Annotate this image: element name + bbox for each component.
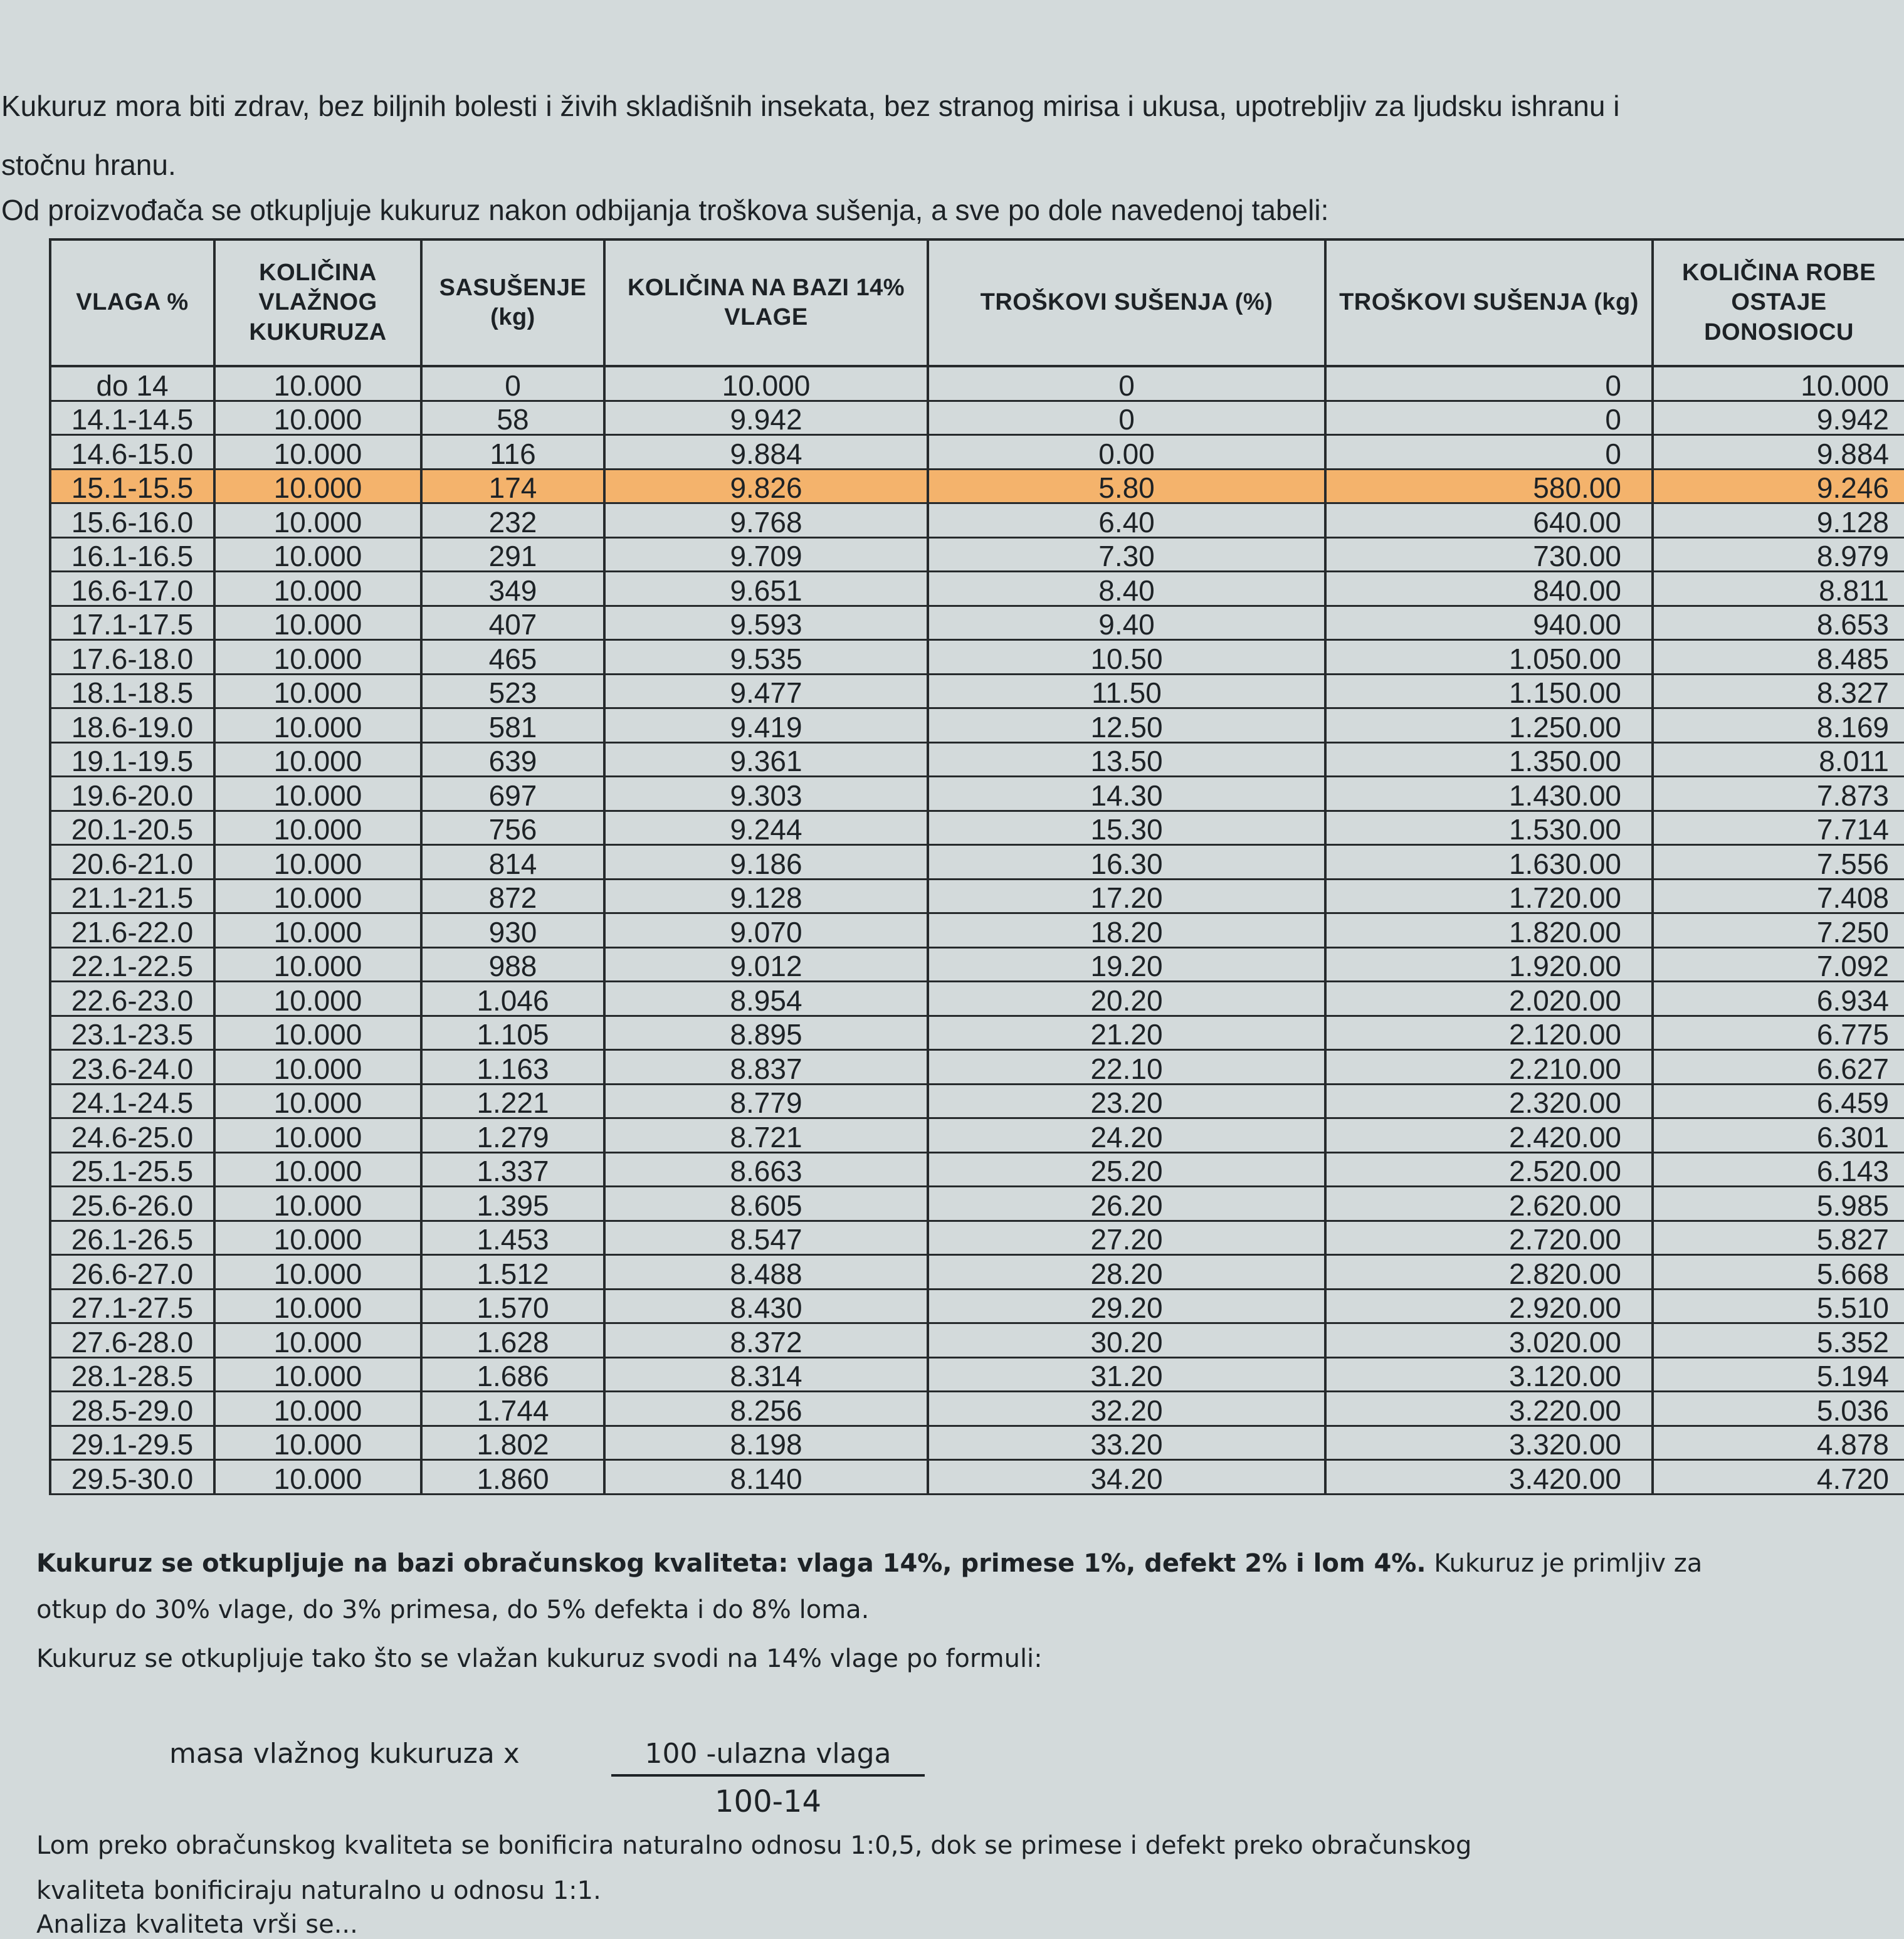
cell-troskovi-kg: 2.620.00 [1325, 1187, 1653, 1221]
cell-kolicina-robe: 5.827 [1653, 1221, 1904, 1255]
cell-troskovi-pct: 0.00 [928, 435, 1325, 470]
cell-kolicina-14: 9.070 [604, 913, 928, 948]
cell-kolicina-14: 9.535 [604, 640, 928, 675]
cell-kolicina-robe: 6.627 [1653, 1050, 1904, 1085]
cell-troskovi-kg: 3.420.00 [1325, 1460, 1653, 1495]
cell-troskovi-pct: 18.20 [928, 913, 1325, 948]
cell-kolicina-robe: 7.250 [1653, 913, 1904, 948]
table-row [50, 1187, 1904, 1221]
cell-kolicina-vlaznog: 10.000 [214, 1050, 421, 1085]
cell-kolicina-14: 9.768 [604, 503, 928, 538]
cell-troskovi-kg: 1.630.00 [1325, 845, 1653, 880]
cell-troskovi-pct: 11.50 [928, 674, 1325, 708]
cell-kolicina-vlaznog: 10.000 [214, 1016, 421, 1050]
cell-kolicina-robe: 5.668 [1653, 1255, 1904, 1290]
cell-kolicina-14: 9.651 [604, 572, 928, 606]
cell-kolicina-vlaznog: 10.000 [214, 1392, 421, 1426]
cell-kolicina-robe: 9.884 [1653, 435, 1904, 470]
cell-troskovi-kg: 840.00 [1325, 572, 1653, 606]
cell-vlaga: 17.6-18.0 [50, 640, 214, 675]
cell-kolicina-vlaznog: 10.000 [214, 947, 421, 982]
table-row [50, 503, 1904, 538]
header-kolicina-robe: KOLIČINA ROBE OSTAJE DONOSIOCU [1653, 239, 1904, 366]
cell-vlaga: 29.1-29.5 [50, 1426, 214, 1460]
cell-kolicina-14: 9.186 [604, 845, 928, 880]
cell-kolicina-robe: 8.169 [1653, 708, 1904, 743]
cell-kolicina-14: 8.605 [604, 1187, 928, 1221]
cell-kolicina-vlaznog: 10.000 [214, 845, 421, 880]
cell-kolicina-14: 9.361 [604, 742, 928, 777]
cell-kolicina-14: 8.954 [604, 982, 928, 1016]
cell-kolicina-robe: 6.775 [1653, 1016, 1904, 1050]
table-header-row [50, 239, 1904, 366]
formula-numerator: 100 -ulazna vlaga [644, 1738, 892, 1770]
note-line-5: kvaliteta bonificiraju naturalno u odnosu 1:1. [36, 1876, 601, 1905]
cell-kolicina-vlaznog: 10.000 [214, 1221, 421, 1255]
cell-sasusenje: 349 [421, 572, 604, 606]
cell-vlaga: 22.6-23.0 [50, 982, 214, 1016]
table-row [50, 708, 1904, 743]
cell-troskovi-pct: 0 [928, 366, 1325, 401]
cell-kolicina-14: 8.663 [604, 1152, 928, 1187]
table-row [50, 674, 1904, 708]
table-row [50, 982, 1904, 1016]
cell-vlaga: 16.6-17.0 [50, 572, 214, 606]
cell-kolicina-vlaznog: 10.000 [214, 640, 421, 675]
header-vlaga: VLAGA % [50, 239, 214, 366]
cell-kolicina-14: 9.128 [604, 879, 928, 913]
formula-denominator: 100-14 [714, 1784, 821, 1819]
cell-kolicina-robe: 8.653 [1653, 606, 1904, 640]
table-row [50, 742, 1904, 777]
formula-left: masa vlažnog kukuruza x [169, 1738, 520, 1770]
table-row [50, 1152, 1904, 1187]
table-row [50, 606, 1904, 640]
cell-troskovi-kg: 3.020.00 [1325, 1323, 1653, 1358]
cell-kolicina-14: 8.895 [604, 1016, 928, 1050]
cell-vlaga: 18.6-19.0 [50, 708, 214, 743]
table-row [50, 947, 1904, 982]
cell-kolicina-vlaznog: 10.000 [214, 1084, 421, 1118]
cell-kolicina-vlaznog: 10.000 [214, 469, 421, 503]
cell-kolicina-robe: 6.459 [1653, 1084, 1904, 1118]
cell-sasusenje: 232 [421, 503, 604, 538]
cell-kolicina-vlaznog: 10.000 [214, 572, 421, 606]
cell-kolicina-vlaznog: 10.000 [214, 1118, 421, 1153]
cell-kolicina-14: 8.372 [604, 1323, 928, 1358]
cell-sasusenje: 1.163 [421, 1050, 604, 1085]
cell-kolicina-robe: 4.720 [1653, 1460, 1904, 1495]
cell-sasusenje: 1.105 [421, 1016, 604, 1050]
cell-kolicina-robe: 9.246 [1653, 469, 1904, 503]
cell-kolicina-14: 8.779 [604, 1084, 928, 1118]
cell-kolicina-vlaznog: 10.000 [214, 1255, 421, 1290]
table-row [50, 469, 1904, 503]
table-body [50, 366, 1904, 1494]
cell-kolicina-14: 8.430 [604, 1289, 928, 1323]
cell-kolicina-robe: 8.811 [1653, 572, 1904, 606]
cell-kolicina-14: 9.477 [604, 674, 928, 708]
cell-kolicina-robe: 8.011 [1653, 742, 1904, 777]
cell-sasusenje: 814 [421, 845, 604, 880]
note-line-1-rest: Kukuruz je primljiv za [1426, 1549, 1703, 1578]
intro-line-1: Kukuruz mora biti zdrav, bez biljnih bolesti i živih skladišnih insekata, bez stranog mirisa i ukusa, upotrebljiv za ljudsku ishranu i [1, 90, 1620, 122]
cell-vlaga: 29.5-30.0 [50, 1460, 214, 1495]
cell-vlaga: 15.6-16.0 [50, 503, 214, 538]
cell-kolicina-14: 9.012 [604, 947, 928, 982]
cell-troskovi-pct: 13.50 [928, 742, 1325, 777]
cell-kolicina-14: 10.000 [604, 366, 928, 401]
table-row [50, 1460, 1904, 1495]
cell-sasusenje: 1.744 [421, 1392, 604, 1426]
cell-vlaga: 28.1-28.5 [50, 1357, 214, 1392]
cell-troskovi-pct: 19.20 [928, 947, 1325, 982]
cell-troskovi-kg: 2.820.00 [1325, 1255, 1653, 1290]
table-row [50, 913, 1904, 948]
cell-troskovi-pct: 31.20 [928, 1357, 1325, 1392]
cell-kolicina-vlaznog: 10.000 [214, 1460, 421, 1495]
cell-kolicina-vlaznog: 10.000 [214, 1187, 421, 1221]
cell-kolicina-robe: 5.352 [1653, 1323, 1904, 1358]
cell-kolicina-14: 8.314 [604, 1357, 928, 1392]
cell-kolicina-robe: 6.143 [1653, 1152, 1904, 1187]
table-row [50, 845, 1904, 880]
cell-troskovi-kg: 1.350.00 [1325, 742, 1653, 777]
cell-kolicina-14: 9.244 [604, 811, 928, 845]
cell-kolicina-robe: 5.036 [1653, 1392, 1904, 1426]
cell-kolicina-14: 9.419 [604, 708, 928, 743]
cell-troskovi-pct: 16.30 [928, 845, 1325, 880]
cell-troskovi-pct: 25.20 [928, 1152, 1325, 1187]
cell-sasusenje: 1.046 [421, 982, 604, 1016]
drying-cost-table [49, 238, 1904, 1495]
cell-vlaga: 24.6-25.0 [50, 1118, 214, 1153]
cell-vlaga: 28.5-29.0 [50, 1392, 214, 1426]
cell-troskovi-pct: 21.20 [928, 1016, 1325, 1050]
cell-sasusenje: 639 [421, 742, 604, 777]
cell-vlaga: 20.6-21.0 [50, 845, 214, 880]
cell-vlaga: do 14 [50, 366, 214, 401]
cell-kolicina-vlaznog: 10.000 [214, 1357, 421, 1392]
table-row [50, 1221, 1904, 1255]
cell-troskovi-pct: 0 [928, 401, 1325, 435]
cell-sasusenje: 1.570 [421, 1289, 604, 1323]
note-line-1-bold: Kukuruz se otkupljuje na bazi obračunskog kvaliteta: vlaga 14%, primese 1%, defekt 2% i lom 4%. [36, 1549, 1426, 1578]
header-sasusenje: SASUŠENJE (kg) [421, 239, 604, 366]
cell-vlaga: 21.6-22.0 [50, 913, 214, 948]
cell-troskovi-kg: 2.520.00 [1325, 1152, 1653, 1187]
cell-vlaga: 17.1-17.5 [50, 606, 214, 640]
table-row [50, 572, 1904, 606]
cell-kolicina-14: 8.256 [604, 1392, 928, 1426]
cell-troskovi-pct: 14.30 [928, 777, 1325, 811]
cell-kolicina-robe: 8.327 [1653, 674, 1904, 708]
cell-troskovi-pct: 12.50 [928, 708, 1325, 743]
cell-troskovi-kg: 2.920.00 [1325, 1289, 1653, 1323]
table-row [50, 401, 1904, 435]
cell-sasusenje: 407 [421, 606, 604, 640]
cell-sasusenje: 930 [421, 913, 604, 948]
cell-troskovi-pct: 27.20 [928, 1221, 1325, 1255]
cell-troskovi-pct: 32.20 [928, 1392, 1325, 1426]
cell-troskovi-pct: 23.20 [928, 1084, 1325, 1118]
cell-kolicina-14: 9.884 [604, 435, 928, 470]
cell-troskovi-kg: 3.220.00 [1325, 1392, 1653, 1426]
cell-kolicina-vlaznog: 10.000 [214, 1426, 421, 1460]
table-row [50, 1050, 1904, 1085]
cell-sasusenje: 581 [421, 708, 604, 743]
cell-kolicina-robe: 7.556 [1653, 845, 1904, 880]
cell-kolicina-14: 9.303 [604, 777, 928, 811]
cell-kolicina-vlaznog: 10.000 [214, 401, 421, 435]
cell-troskovi-kg: 640.00 [1325, 503, 1653, 538]
cell-vlaga: 26.1-26.5 [50, 1221, 214, 1255]
cell-kolicina-vlaznog: 10.000 [214, 879, 421, 913]
cell-kolicina-robe: 10.000 [1653, 366, 1904, 401]
cell-troskovi-pct: 29.20 [928, 1289, 1325, 1323]
cell-kolicina-14: 8.140 [604, 1460, 928, 1495]
cell-vlaga: 16.1-16.5 [50, 537, 214, 572]
cell-vlaga: 27.6-28.0 [50, 1323, 214, 1358]
cell-vlaga: 15.1-15.5 [50, 469, 214, 503]
cell-sasusenje: 1.628 [421, 1323, 604, 1358]
cell-kolicina-robe: 6.301 [1653, 1118, 1904, 1153]
table-row [50, 811, 1904, 845]
cell-troskovi-pct: 10.50 [928, 640, 1325, 675]
formula-fraction-bar [611, 1774, 925, 1777]
cell-kolicina-robe: 4.878 [1653, 1426, 1904, 1460]
cell-troskovi-kg: 0 [1325, 435, 1653, 470]
intro-line-3: Od proizvođača se otkupljuje kukuruz nakon odbijanja troškova sušenja, a sve po dole navedenoj tabeli: [1, 194, 1329, 226]
cell-kolicina-robe: 9.942 [1653, 401, 1904, 435]
cell-sasusenje: 1.802 [421, 1426, 604, 1460]
table-row [50, 879, 1904, 913]
cell-kolicina-robe: 5.510 [1653, 1289, 1904, 1323]
cell-troskovi-kg: 1.920.00 [1325, 947, 1653, 982]
cell-troskovi-pct: 33.20 [928, 1426, 1325, 1460]
cell-sasusenje: 1.337 [421, 1152, 604, 1187]
cell-troskovi-pct: 22.10 [928, 1050, 1325, 1085]
cell-troskovi-kg: 2.120.00 [1325, 1016, 1653, 1050]
cell-kolicina-14: 8.837 [604, 1050, 928, 1085]
cell-troskovi-kg: 2.720.00 [1325, 1221, 1653, 1255]
cell-sasusenje: 1.512 [421, 1255, 604, 1290]
table-row [50, 1357, 1904, 1392]
cell-troskovi-pct: 17.20 [928, 879, 1325, 913]
cell-vlaga: 20.1-20.5 [50, 811, 214, 845]
table-row [50, 435, 1904, 470]
cell-kolicina-14: 9.826 [604, 469, 928, 503]
cell-troskovi-pct: 8.40 [928, 572, 1325, 606]
cell-kolicina-vlaznog: 10.000 [214, 435, 421, 470]
cell-troskovi-pct: 6.40 [928, 503, 1325, 538]
note-line-3: Kukuruz se otkupljuje tako što se vlažan kukuruz svodi na 14% vlage po formuli: [36, 1644, 1043, 1673]
cell-sasusenje: 1.221 [421, 1084, 604, 1118]
cell-sasusenje: 872 [421, 879, 604, 913]
table-row [50, 1289, 1904, 1323]
cell-kolicina-vlaznog: 10.000 [214, 366, 421, 401]
cell-troskovi-pct: 26.20 [928, 1187, 1325, 1221]
cell-sasusenje: 58 [421, 401, 604, 435]
cell-sasusenje: 174 [421, 469, 604, 503]
cell-troskovi-pct: 30.20 [928, 1323, 1325, 1358]
table-row [50, 1255, 1904, 1290]
table-row [50, 537, 1904, 572]
cell-troskovi-pct: 15.30 [928, 811, 1325, 845]
cell-kolicina-14: 8.547 [604, 1221, 928, 1255]
cell-vlaga: 26.6-27.0 [50, 1255, 214, 1290]
cell-kolicina-14: 8.721 [604, 1118, 928, 1153]
cell-kolicina-14: 9.709 [604, 537, 928, 572]
cell-vlaga: 23.6-24.0 [50, 1050, 214, 1085]
note-line-1 [36, 1551, 1702, 1576]
cell-sasusenje: 988 [421, 947, 604, 982]
cell-kolicina-robe: 5.985 [1653, 1187, 1904, 1221]
cell-sasusenje: 1.279 [421, 1118, 604, 1153]
cell-kolicina-14: 9.942 [604, 401, 928, 435]
cell-kolicina-robe: 8.979 [1653, 537, 1904, 572]
cell-vlaga: 22.1-22.5 [50, 947, 214, 982]
table-row [50, 640, 1904, 675]
cell-troskovi-kg: 1.150.00 [1325, 674, 1653, 708]
table-row [50, 1118, 1904, 1153]
cell-sasusenje: 1.686 [421, 1357, 604, 1392]
cell-kolicina-vlaznog: 10.000 [214, 503, 421, 538]
note-line-4: Lom preko obračunskog kvaliteta se bonificira naturalno odnosu 1:0,5, dok se primese i defekt preko obračunskog [36, 1831, 1472, 1860]
cell-troskovi-kg: 1.530.00 [1325, 811, 1653, 845]
cell-kolicina-vlaznog: 10.000 [214, 811, 421, 845]
cell-troskovi-kg: 1.050.00 [1325, 640, 1653, 675]
table-row [50, 1392, 1904, 1426]
cell-kolicina-vlaznog: 10.000 [214, 1152, 421, 1187]
cell-vlaga: 19.1-19.5 [50, 742, 214, 777]
cell-kolicina-vlaznog: 10.000 [214, 777, 421, 811]
cell-kolicina-robe: 6.934 [1653, 982, 1904, 1016]
cell-troskovi-kg: 0 [1325, 366, 1653, 401]
cell-troskovi-kg: 1.250.00 [1325, 708, 1653, 743]
cell-sasusenje: 756 [421, 811, 604, 845]
note-line-6: Analiza kvaliteta vrši se... [36, 1910, 358, 1939]
cell-troskovi-kg: 730.00 [1325, 537, 1653, 572]
cell-kolicina-vlaznog: 10.000 [214, 742, 421, 777]
cell-sasusenje: 1.395 [421, 1187, 604, 1221]
cell-troskovi-pct: 34.20 [928, 1460, 1325, 1495]
table-row [50, 777, 1904, 811]
cell-kolicina-14: 9.593 [604, 606, 928, 640]
cell-vlaga: 14.1-14.5 [50, 401, 214, 435]
cell-kolicina-vlaznog: 10.000 [214, 1323, 421, 1358]
cell-kolicina-14: 8.198 [604, 1426, 928, 1460]
cell-troskovi-kg: 2.420.00 [1325, 1118, 1653, 1153]
cell-kolicina-vlaznog: 10.000 [214, 913, 421, 948]
cell-vlaga: 23.1-23.5 [50, 1016, 214, 1050]
cell-vlaga: 25.1-25.5 [50, 1152, 214, 1187]
cell-sasusenje: 1.453 [421, 1221, 604, 1255]
cell-kolicina-vlaznog: 10.000 [214, 537, 421, 572]
cell-troskovi-kg: 1.820.00 [1325, 913, 1653, 948]
cell-kolicina-vlaznog: 10.000 [214, 674, 421, 708]
cell-troskovi-pct: 24.20 [928, 1118, 1325, 1153]
header-troskovi-kg: TROŠKOVI SUŠENJA (kg) [1325, 239, 1653, 366]
cell-vlaga: 25.6-26.0 [50, 1187, 214, 1221]
cell-kolicina-14: 8.488 [604, 1255, 928, 1290]
cell-troskovi-kg: 0 [1325, 401, 1653, 435]
cell-sasusenje: 523 [421, 674, 604, 708]
cell-sasusenje: 291 [421, 537, 604, 572]
table-row [50, 1323, 1904, 1358]
cell-kolicina-vlaznog: 10.000 [214, 606, 421, 640]
cell-sasusenje: 697 [421, 777, 604, 811]
cell-kolicina-robe: 8.485 [1653, 640, 1904, 675]
intro-line-2: stočnu hranu. [1, 149, 176, 181]
cell-vlaga: 19.6-20.0 [50, 777, 214, 811]
cell-troskovi-kg: 3.320.00 [1325, 1426, 1653, 1460]
cell-kolicina-robe: 7.714 [1653, 811, 1904, 845]
cell-troskovi-kg: 2.020.00 [1325, 982, 1653, 1016]
cell-troskovi-pct: 7.30 [928, 537, 1325, 572]
cell-sasusenje: 465 [421, 640, 604, 675]
cell-kolicina-robe: 7.092 [1653, 947, 1904, 982]
cell-troskovi-pct: 20.20 [928, 982, 1325, 1016]
table-row [50, 1084, 1904, 1118]
cell-kolicina-vlaznog: 10.000 [214, 982, 421, 1016]
cell-vlaga: 27.1-27.5 [50, 1289, 214, 1323]
cell-troskovi-kg: 1.720.00 [1325, 879, 1653, 913]
cell-kolicina-robe: 7.408 [1653, 879, 1904, 913]
note-line-2: otkup do 30% vlage, do 3% primesa, do 5% defekta i do 8% loma. [36, 1595, 870, 1624]
cell-troskovi-kg: 580.00 [1325, 469, 1653, 503]
header-kolicina-vlaznog: KOLIČINA VLAŽNOG KUKURUZA [214, 239, 421, 366]
table-row [50, 1016, 1904, 1050]
cell-kolicina-robe: 9.128 [1653, 503, 1904, 538]
cell-kolicina-robe: 5.194 [1653, 1357, 1904, 1392]
cell-troskovi-kg: 1.430.00 [1325, 777, 1653, 811]
cell-kolicina-robe: 7.873 [1653, 777, 1904, 811]
cell-vlaga: 24.1-24.5 [50, 1084, 214, 1118]
cell-vlaga: 14.6-15.0 [50, 435, 214, 470]
cell-troskovi-kg: 2.210.00 [1325, 1050, 1653, 1085]
cell-vlaga: 21.1-21.5 [50, 879, 214, 913]
table-row [50, 366, 1904, 401]
header-kolicina-14: KOLIČINA NA BAZI 14% VLAGE [604, 239, 928, 366]
cell-troskovi-kg: 940.00 [1325, 606, 1653, 640]
table-row [50, 1426, 1904, 1460]
cell-sasusenje: 116 [421, 435, 604, 470]
cell-sasusenje: 1.860 [421, 1460, 604, 1495]
cell-vlaga: 18.1-18.5 [50, 674, 214, 708]
header-troskovi-pct: TROŠKOVI SUŠENJA (%) [928, 239, 1325, 366]
cell-troskovi-pct: 5.80 [928, 469, 1325, 503]
cell-troskovi-kg: 2.320.00 [1325, 1084, 1653, 1118]
cell-kolicina-vlaznog: 10.000 [214, 708, 421, 743]
cell-sasusenje: 0 [421, 366, 604, 401]
cell-troskovi-kg: 3.120.00 [1325, 1357, 1653, 1392]
cell-kolicina-vlaznog: 10.000 [214, 1289, 421, 1323]
cell-troskovi-pct: 28.20 [928, 1255, 1325, 1290]
cell-troskovi-pct: 9.40 [928, 606, 1325, 640]
